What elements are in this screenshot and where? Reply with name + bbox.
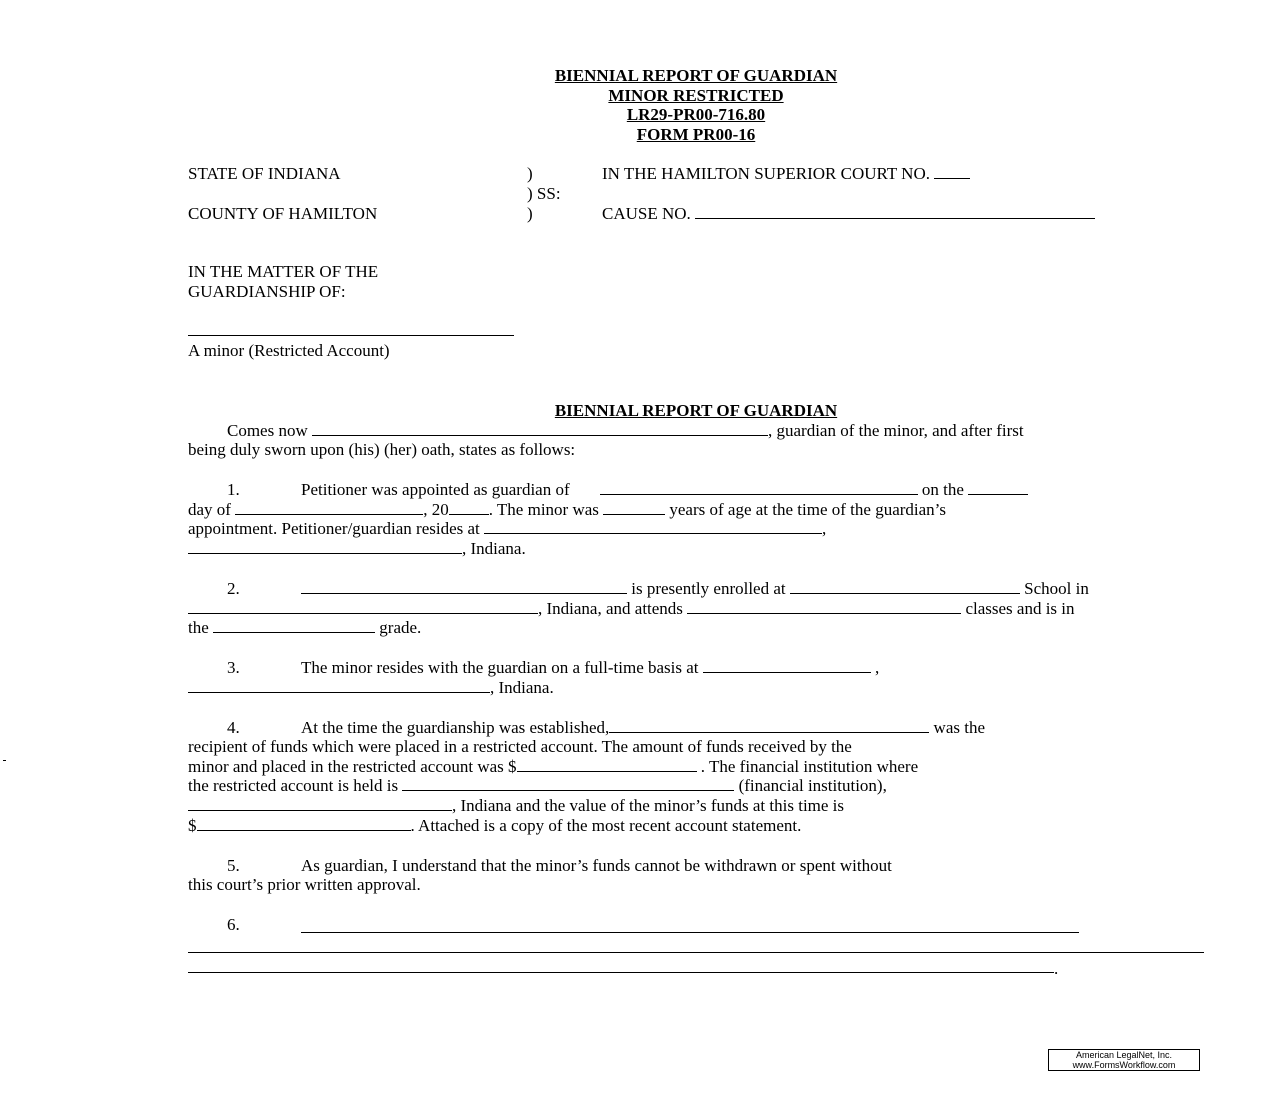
p2-line1: is presently enrolled at School in bbox=[301, 579, 1089, 599]
p3-line1: The minor resides with the guardian on a full-time basis at , bbox=[301, 658, 880, 677]
p1-line4: , Indiana. bbox=[188, 539, 526, 559]
p1-age-field[interactable] bbox=[603, 500, 665, 515]
guardian-name-field[interactable] bbox=[312, 421, 768, 436]
state-label: STATE OF INDIANA bbox=[188, 164, 341, 183]
p1-line3: appointment. Petitioner/guardian resides at , bbox=[188, 519, 827, 538]
cause-label: CAUSE NO. bbox=[602, 204, 1095, 224]
report-title: BIENNIAL REPORT OF GUARDIAN bbox=[554, 401, 838, 420]
p2-grade-field[interactable] bbox=[213, 618, 375, 633]
intro-line2: being duly sworn upon (his) (her) oath, states as follows: bbox=[188, 440, 576, 459]
p5-line2: this court’s prior written approval. bbox=[188, 875, 421, 894]
p1-number: 1. bbox=[227, 480, 240, 499]
p2-line2: , Indiana, and attends classes and is in bbox=[188, 599, 1075, 619]
p1-day-field[interactable] bbox=[968, 480, 1028, 495]
court-number-field[interactable] bbox=[934, 164, 970, 179]
county-label: COUNTY OF HAMILTON bbox=[188, 204, 378, 223]
p3-address-field[interactable] bbox=[703, 658, 871, 673]
matter-line1: IN THE MATTER OF THE bbox=[188, 262, 379, 281]
p2-classes-field[interactable] bbox=[687, 599, 961, 614]
ss-label: ) SS: bbox=[527, 184, 561, 203]
matter-line2: GUARDIANSHIP OF: bbox=[188, 282, 346, 301]
p4-line2: recipient of funds which were placed in a restricted account. The amount of funds received by the bbox=[188, 737, 852, 756]
p5-line1: As guardian, I understand that the minor’s funds cannot be withdrawn or spent without bbox=[301, 856, 892, 875]
p4-line6: $ . Attached is a copy of the most recent account statement. bbox=[188, 816, 802, 835]
intro-line1: Comes now , guardian of the minor, and after first bbox=[227, 421, 1024, 440]
p4-number: 4. bbox=[227, 718, 240, 737]
court-label: IN THE HAMILTON SUPERIOR COURT NO. bbox=[602, 164, 970, 184]
p1-line2: day of , 20 . The minor was years of age at the time of the guardian’s bbox=[188, 500, 947, 519]
form-number: FORM PR00-16 bbox=[636, 125, 756, 144]
publisher-url: www.FormsWorkflow.com bbox=[1072, 1060, 1176, 1070]
publisher-name: American LegalNet, Inc. bbox=[1075, 1050, 1173, 1060]
p4-city-field[interactable] bbox=[188, 796, 452, 811]
p6-period: . bbox=[1054, 959, 1059, 978]
p1-address-field[interactable] bbox=[484, 519, 822, 534]
p4-line3: minor and placed in the restricted account was $ . The financial institution where bbox=[188, 757, 919, 776]
p4-recipient-field[interactable] bbox=[609, 718, 929, 733]
p5-number: 5. bbox=[227, 856, 240, 875]
p4-institution-field[interactable] bbox=[402, 776, 734, 791]
caption-paren-2: ) bbox=[527, 204, 533, 223]
p4-line4: the restricted account is held is (financial institution), bbox=[188, 776, 887, 795]
p3-number: 3. bbox=[227, 658, 240, 677]
p1-month-field[interactable] bbox=[235, 500, 423, 515]
minor-label: A minor (Restricted Account) bbox=[188, 341, 390, 360]
p2-name-field[interactable] bbox=[301, 579, 627, 594]
p2-school-field[interactable] bbox=[790, 579, 1020, 594]
p2-line3: the grade. bbox=[188, 618, 422, 637]
publisher-badge bbox=[1048, 1049, 1200, 1071]
p6-line2-field[interactable] bbox=[188, 952, 1204, 953]
p6-line3-field[interactable] bbox=[188, 972, 1054, 973]
p6-number: 6. bbox=[227, 915, 240, 934]
p4-current-value-field[interactable] bbox=[197, 816, 411, 831]
p4-line5: , Indiana and the value of the minor’s funds at this time is bbox=[188, 796, 844, 816]
p1-line1: Petitioner was appointed as guardian of on the bbox=[301, 480, 1028, 500]
p1-year-field[interactable] bbox=[449, 500, 489, 515]
p2-city-field[interactable] bbox=[188, 599, 538, 614]
p1-city-field[interactable] bbox=[188, 539, 462, 554]
form-rule-number: LR29-PR00-716.80 bbox=[626, 105, 766, 124]
p4-amount-received-field[interactable] bbox=[517, 757, 697, 772]
p2-number: 2. bbox=[227, 579, 240, 598]
form-title-line1: BIENNIAL REPORT OF GUARDIAN bbox=[554, 66, 838, 85]
caption-paren-1: ) bbox=[527, 164, 533, 183]
p3-city-field[interactable] bbox=[188, 678, 490, 693]
margin-mark bbox=[3, 760, 6, 761]
p3-line2: , Indiana. bbox=[188, 678, 554, 698]
form-title-line2: MINOR RESTRICTED bbox=[608, 86, 784, 105]
p1-ward-name-field[interactable] bbox=[600, 480, 918, 495]
p6-line1-field[interactable] bbox=[301, 932, 1079, 933]
p4-line1: At the time the guardianship was established, was the bbox=[301, 718, 986, 737]
cause-number-field[interactable] bbox=[695, 204, 1095, 219]
minor-name-field[interactable] bbox=[188, 335, 514, 336]
